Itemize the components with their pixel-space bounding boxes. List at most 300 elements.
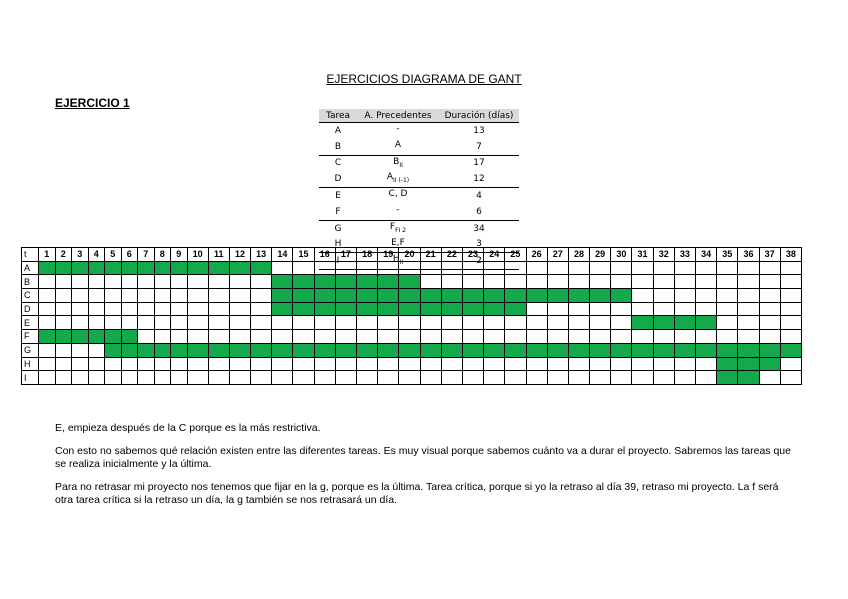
gantt-day-header: 6 [121,248,138,262]
gantt-empty-cell [484,357,505,371]
gantt-row [22,275,802,289]
gantt-empty-cell [272,371,293,385]
gantt-empty-cell [357,330,378,344]
gantt-bar-cell [441,302,462,316]
gantt-bar-cell [171,261,188,275]
gantt-day-header: 19 [378,248,399,262]
precedence-table [319,109,519,270]
gantt-empty-cell [72,302,89,316]
gantt-empty-cell [420,275,441,289]
gantt-empty-cell [462,357,483,371]
gantt-empty-cell [653,371,674,385]
gantt-empty-cell [378,330,399,344]
gantt-empty-cell [441,371,462,385]
gantt-empty-cell [738,330,759,344]
gantt-empty-cell [55,302,72,316]
gantt-empty-cell [171,330,188,344]
gantt-empty-cell [72,275,89,289]
gantt-bar-cell [378,343,399,357]
duration-cell: 3 [439,237,519,253]
gantt-empty-cell [251,275,272,289]
gantt-empty-cell [208,371,229,385]
gantt-empty-cell [55,343,72,357]
task-cell: E [335,191,341,202]
gantt-empty-cell [272,261,293,275]
precedent-subscript: II [399,161,403,169]
gantt-empty-cell [72,289,89,303]
gantt-bar-cell [357,343,378,357]
precedent-text: A [386,172,394,183]
precedence-row [319,171,519,187]
gantt-empty-cell [441,330,462,344]
gantt-day-header: 29 [590,248,611,262]
gantt-empty-cell [72,371,89,385]
gantt-empty-cell [55,275,72,289]
precedent-text: C, D [388,189,408,200]
gantt-empty-cell [357,261,378,275]
gantt-empty-cell [208,302,229,316]
gantt-empty-cell [272,316,293,330]
gantt-day-header: 8 [154,248,171,262]
gantt-bar-cell [251,261,272,275]
header-duration: Duración (días) [439,109,519,123]
gantt-bar-cell [399,302,420,316]
gantt-empty-cell [272,357,293,371]
gantt-empty-cell [611,357,632,371]
gantt-empty-cell [674,371,695,385]
gantt-bar-cell [72,261,89,275]
gantt-empty-cell [590,357,611,371]
gantt-empty-cell [39,289,56,303]
gantt-bar-cell [717,343,738,357]
gantt-empty-cell [484,371,505,385]
gantt-empty-cell [526,302,547,316]
gantt-empty-cell [293,357,314,371]
gantt-empty-cell [121,302,138,316]
precedence-header-row [319,109,519,123]
gantt-empty-cell [335,330,356,344]
gantt-empty-cell [39,302,56,316]
gantt-bar-cell [272,275,293,289]
precedent-subscript: FI 2 [395,226,407,234]
gantt-empty-cell [590,330,611,344]
task-cell: H [319,237,357,253]
gantt-empty-cell [717,330,738,344]
gantt-bar-cell [314,275,335,289]
precedent-subscript: II [399,259,404,267]
gantt-empty-cell [674,289,695,303]
gantt-empty-cell [547,371,568,385]
gantt-empty-cell [88,316,105,330]
gantt-empty-cell [759,330,780,344]
gantt-empty-cell [484,261,505,275]
gantt-empty-cell [526,275,547,289]
gantt-bar-cell [293,289,314,303]
gantt-empty-cell [251,289,272,303]
gantt-empty-cell [780,289,801,303]
gantt-day-header: 5 [105,248,122,262]
gantt-bar-cell [314,289,335,303]
gantt-empty-cell [484,330,505,344]
gantt-empty-cell [717,302,738,316]
gantt-day-header: 20 [399,248,420,262]
gantt-empty-cell [399,261,420,275]
gantt-bar-cell [653,343,674,357]
gantt-empty-cell [138,330,155,344]
gantt-empty-cell [154,275,171,289]
gantt-bar-cell [568,343,589,357]
gantt-empty-cell [505,357,526,371]
gantt-empty-cell [653,289,674,303]
gantt-bar-cell [138,261,155,275]
gantt-bar-cell [314,302,335,316]
notes [55,422,795,517]
gantt-bar-cell [88,330,105,344]
task-cell: I [319,253,357,270]
gantt-empty-cell [229,357,250,371]
gantt-empty-cell [171,289,188,303]
gantt-empty-cell [717,275,738,289]
gantt-bar-cell [674,343,695,357]
gantt-empty-cell [187,302,208,316]
gantt-empty-cell [187,289,208,303]
header-task: Tarea [319,109,357,123]
gantt-bar-cell [738,357,759,371]
gantt-empty-cell [251,316,272,330]
gantt-bar-cell [154,343,171,357]
gantt-empty-cell [293,261,314,275]
gantt-empty-cell [632,330,653,344]
gantt-bar-cell [187,343,208,357]
gantt-row [22,371,802,385]
gantt-empty-cell [780,371,801,385]
gantt-empty-cell [187,275,208,289]
gantt-empty-cell [105,371,122,385]
gantt-bar-cell [611,289,632,303]
gantt-empty-cell [357,357,378,371]
gantt-empty-cell [171,316,188,330]
gantt-empty-cell [293,316,314,330]
precedence-row [319,188,519,204]
precedence-row [319,204,519,220]
gantt-empty-cell [72,357,89,371]
gantt-empty-cell [138,316,155,330]
gantt-bar-cell [378,275,399,289]
precedent-cell [357,204,439,220]
gantt-empty-cell [171,357,188,371]
gantt-bar-cell [441,289,462,303]
gantt-day-header: 7 [138,248,155,262]
gantt-day-header: 33 [674,248,695,262]
gantt-task-label: F [22,330,39,344]
gantt-bar-cell [399,275,420,289]
gantt-empty-cell [547,261,568,275]
gantt-bar-cell [399,343,420,357]
gantt-empty-cell [171,371,188,385]
gantt-day-header: 28 [568,248,589,262]
precedent-text: B [393,156,400,167]
gantt-empty-cell [138,302,155,316]
gantt-empty-cell [357,316,378,330]
gantt-bar-cell [55,330,72,344]
precedent-text: - [396,204,400,215]
gantt-task-label: H [22,357,39,371]
gantt-header-row [22,248,802,262]
gantt-bar-cell [357,275,378,289]
gantt-bar-cell [378,289,399,303]
gantt-empty-cell [674,357,695,371]
gantt-empty-cell [653,357,674,371]
gantt-bar-cell [484,289,505,303]
gantt-empty-cell [759,275,780,289]
gantt-empty-cell [484,275,505,289]
gantt-bar-cell [568,289,589,303]
gantt-bar-cell [105,343,122,357]
precedent-text: E,F [391,237,405,248]
precedence-row [319,155,519,171]
gantt-bar-cell [121,343,138,357]
gantt-empty-cell [171,302,188,316]
gantt-empty-cell [632,261,653,275]
gantt-day-header: 35 [717,248,738,262]
gantt-empty-cell [138,357,155,371]
duration-cell: 17 [473,158,485,169]
gantt-bar-cell [272,302,293,316]
gantt-empty-cell [526,330,547,344]
gantt-bar-cell [420,302,441,316]
gantt-empty-cell [121,275,138,289]
gantt-empty-cell [505,371,526,385]
gantt-empty-cell [632,302,653,316]
gantt-bar-cell [399,289,420,303]
gantt-bar-cell [590,289,611,303]
gantt-bar-cell [335,343,356,357]
gantt-bar-cell [759,343,780,357]
gantt-empty-cell [611,371,632,385]
gantt-empty-cell [568,275,589,289]
task-cell: A [334,125,342,136]
gantt-bar-cell [208,261,229,275]
gantt-row [22,343,802,357]
gantt-bar-cell [293,343,314,357]
precedence-row [319,123,519,139]
gantt-empty-cell [484,316,505,330]
gantt-day-header: 12 [229,248,250,262]
precedent-text: H [392,254,400,265]
gantt-empty-cell [88,357,105,371]
gantt-day-header: 10 [187,248,208,262]
gantt-day-header: 1 [39,248,56,262]
gantt-day-header: 11 [208,248,229,262]
precedent-cell [357,139,439,155]
header-precedents: A. Precedentes [357,109,439,123]
gantt-empty-cell [154,330,171,344]
gantt-row [22,316,802,330]
gantt-empty-cell [505,275,526,289]
gantt-empty-cell [121,289,138,303]
gantt-empty-cell [154,302,171,316]
gantt-day-header: 21 [420,248,441,262]
gantt-task-label: E [22,316,39,330]
gantt-task-label: I [22,371,39,385]
gantt-bar-cell [272,289,293,303]
gantt-empty-cell [759,289,780,303]
gantt-empty-cell [121,357,138,371]
note-paragraph: E, empieza después de la C porque es la más restrictiva. [55,422,321,434]
gantt-bar-cell [738,371,759,385]
gantt-empty-cell [105,275,122,289]
gantt-bar-cell [717,371,738,385]
gantt-day-header: 34 [696,248,717,262]
gantt-bar-cell [138,343,155,357]
gantt-empty-cell [674,275,695,289]
task-cell: F [319,204,357,220]
gantt-day-header: 31 [632,248,653,262]
gantt-day-header: 30 [611,248,632,262]
gantt-empty-cell [399,330,420,344]
gantt-empty-cell [105,302,122,316]
gantt-empty-cell [632,275,653,289]
gantt-empty-cell [526,357,547,371]
gantt-bar-cell [187,261,208,275]
gantt-empty-cell [590,302,611,316]
gantt-empty-cell [547,275,568,289]
gantt-empty-cell [547,330,568,344]
gantt-empty-cell [526,371,547,385]
precedence-row [319,139,519,155]
gantt-empty-cell [759,371,780,385]
gantt-empty-cell [378,357,399,371]
gantt-empty-cell [208,357,229,371]
gantt-day-header: 3 [72,248,89,262]
duration-cell: 34 [473,223,485,234]
gantt-empty-cell [314,316,335,330]
gantt-day-header: 25 [505,248,526,262]
gantt-bar-cell [420,343,441,357]
gantt-empty-cell [420,261,441,275]
precedent-cell [357,171,439,187]
gantt-task-label: G [22,343,39,357]
gantt-bar-cell [674,316,695,330]
gantt-empty-cell [759,302,780,316]
gantt-empty-cell [88,275,105,289]
precedent-cell [357,220,439,236]
gantt-empty-cell [505,261,526,275]
gantt-empty-cell [590,261,611,275]
precedence-row [319,220,519,236]
gantt-empty-cell [462,275,483,289]
gantt-empty-cell [780,275,801,289]
gantt-empty-cell [568,330,589,344]
gantt-empty-cell [335,316,356,330]
gantt-bar-cell [121,261,138,275]
gantt-empty-cell [738,289,759,303]
gantt-bar-cell [39,330,56,344]
exercise-subtitle: EJERCICIO 1 [55,96,130,110]
gantt-empty-cell [738,275,759,289]
gantt-empty-cell [378,316,399,330]
gantt-bar-cell [154,261,171,275]
gantt-empty-cell [462,371,483,385]
gantt-empty-cell [72,316,89,330]
gantt-empty-cell [105,289,122,303]
gantt-empty-cell [505,330,526,344]
duration-cell: 13 [473,125,485,136]
gantt-row [22,330,802,344]
gantt-bar-cell [39,261,56,275]
task-cell: G [334,223,342,234]
gantt-empty-cell [154,357,171,371]
gantt-empty-cell [251,371,272,385]
gantt-empty-cell [653,261,674,275]
gantt-empty-cell [526,316,547,330]
gantt-empty-cell [187,316,208,330]
gantt-bar-cell [462,343,483,357]
gantt-empty-cell [590,275,611,289]
gantt-bar-cell [229,261,250,275]
gantt-day-header: 18 [357,248,378,262]
gantt-empty-cell [138,289,155,303]
gantt-day-header: 2 [55,248,72,262]
gantt-empty-cell [462,330,483,344]
gantt-row [22,261,802,275]
gantt-empty-cell [632,371,653,385]
gantt-empty-cell [272,330,293,344]
gantt-empty-cell [55,357,72,371]
gantt-bar-cell [547,289,568,303]
gantt-bar-cell [420,289,441,303]
gantt-bar-cell [208,343,229,357]
gantt-empty-cell [121,371,138,385]
gantt-empty-cell [335,357,356,371]
precedent-cell [357,123,439,139]
gantt-empty-cell [780,357,801,371]
gantt-empty-cell [399,357,420,371]
gantt-day-header: 27 [547,248,568,262]
gantt-empty-cell [399,316,420,330]
note-paragraph: Para no retrasar mi proyecto nos tenemos que fijar en la g, porque es la última. Tarea crítica, porque si yo la retraso al día 39, retraso mi proyecto. La f será otra tarea crítica si la retraso un día, la g también se nos retrasará un día. [55,481,779,506]
gantt-bar-cell [293,275,314,289]
gantt-empty-cell [229,316,250,330]
gantt-empty-cell [611,316,632,330]
document-title: EJERCICIOS DIAGRAMA DE GANT [326,72,522,86]
gantt-empty-cell [187,330,208,344]
gantt-empty-cell [696,289,717,303]
gantt-bar-cell [335,289,356,303]
gantt-bar-cell [780,343,801,357]
gantt-empty-cell [568,302,589,316]
gantt-bar-cell [547,343,568,357]
precedent-cell [357,188,439,204]
gantt-empty-cell [568,357,589,371]
gantt-empty-cell [187,371,208,385]
gantt-empty-cell [568,371,589,385]
gantt-day-header: 22 [441,248,462,262]
gantt-empty-cell [547,316,568,330]
gantt-empty-cell [378,371,399,385]
gantt-empty-cell [759,261,780,275]
gantt-empty-cell [39,316,56,330]
gantt-empty-cell [229,330,250,344]
gantt-empty-cell [314,371,335,385]
gantt-bar-cell [484,343,505,357]
gantt-bar-cell [72,330,89,344]
gantt-day-header: 38 [780,248,801,262]
gantt-empty-cell [780,330,801,344]
gantt-empty-cell [696,357,717,371]
gantt-empty-cell [39,343,56,357]
gantt-empty-cell [696,371,717,385]
